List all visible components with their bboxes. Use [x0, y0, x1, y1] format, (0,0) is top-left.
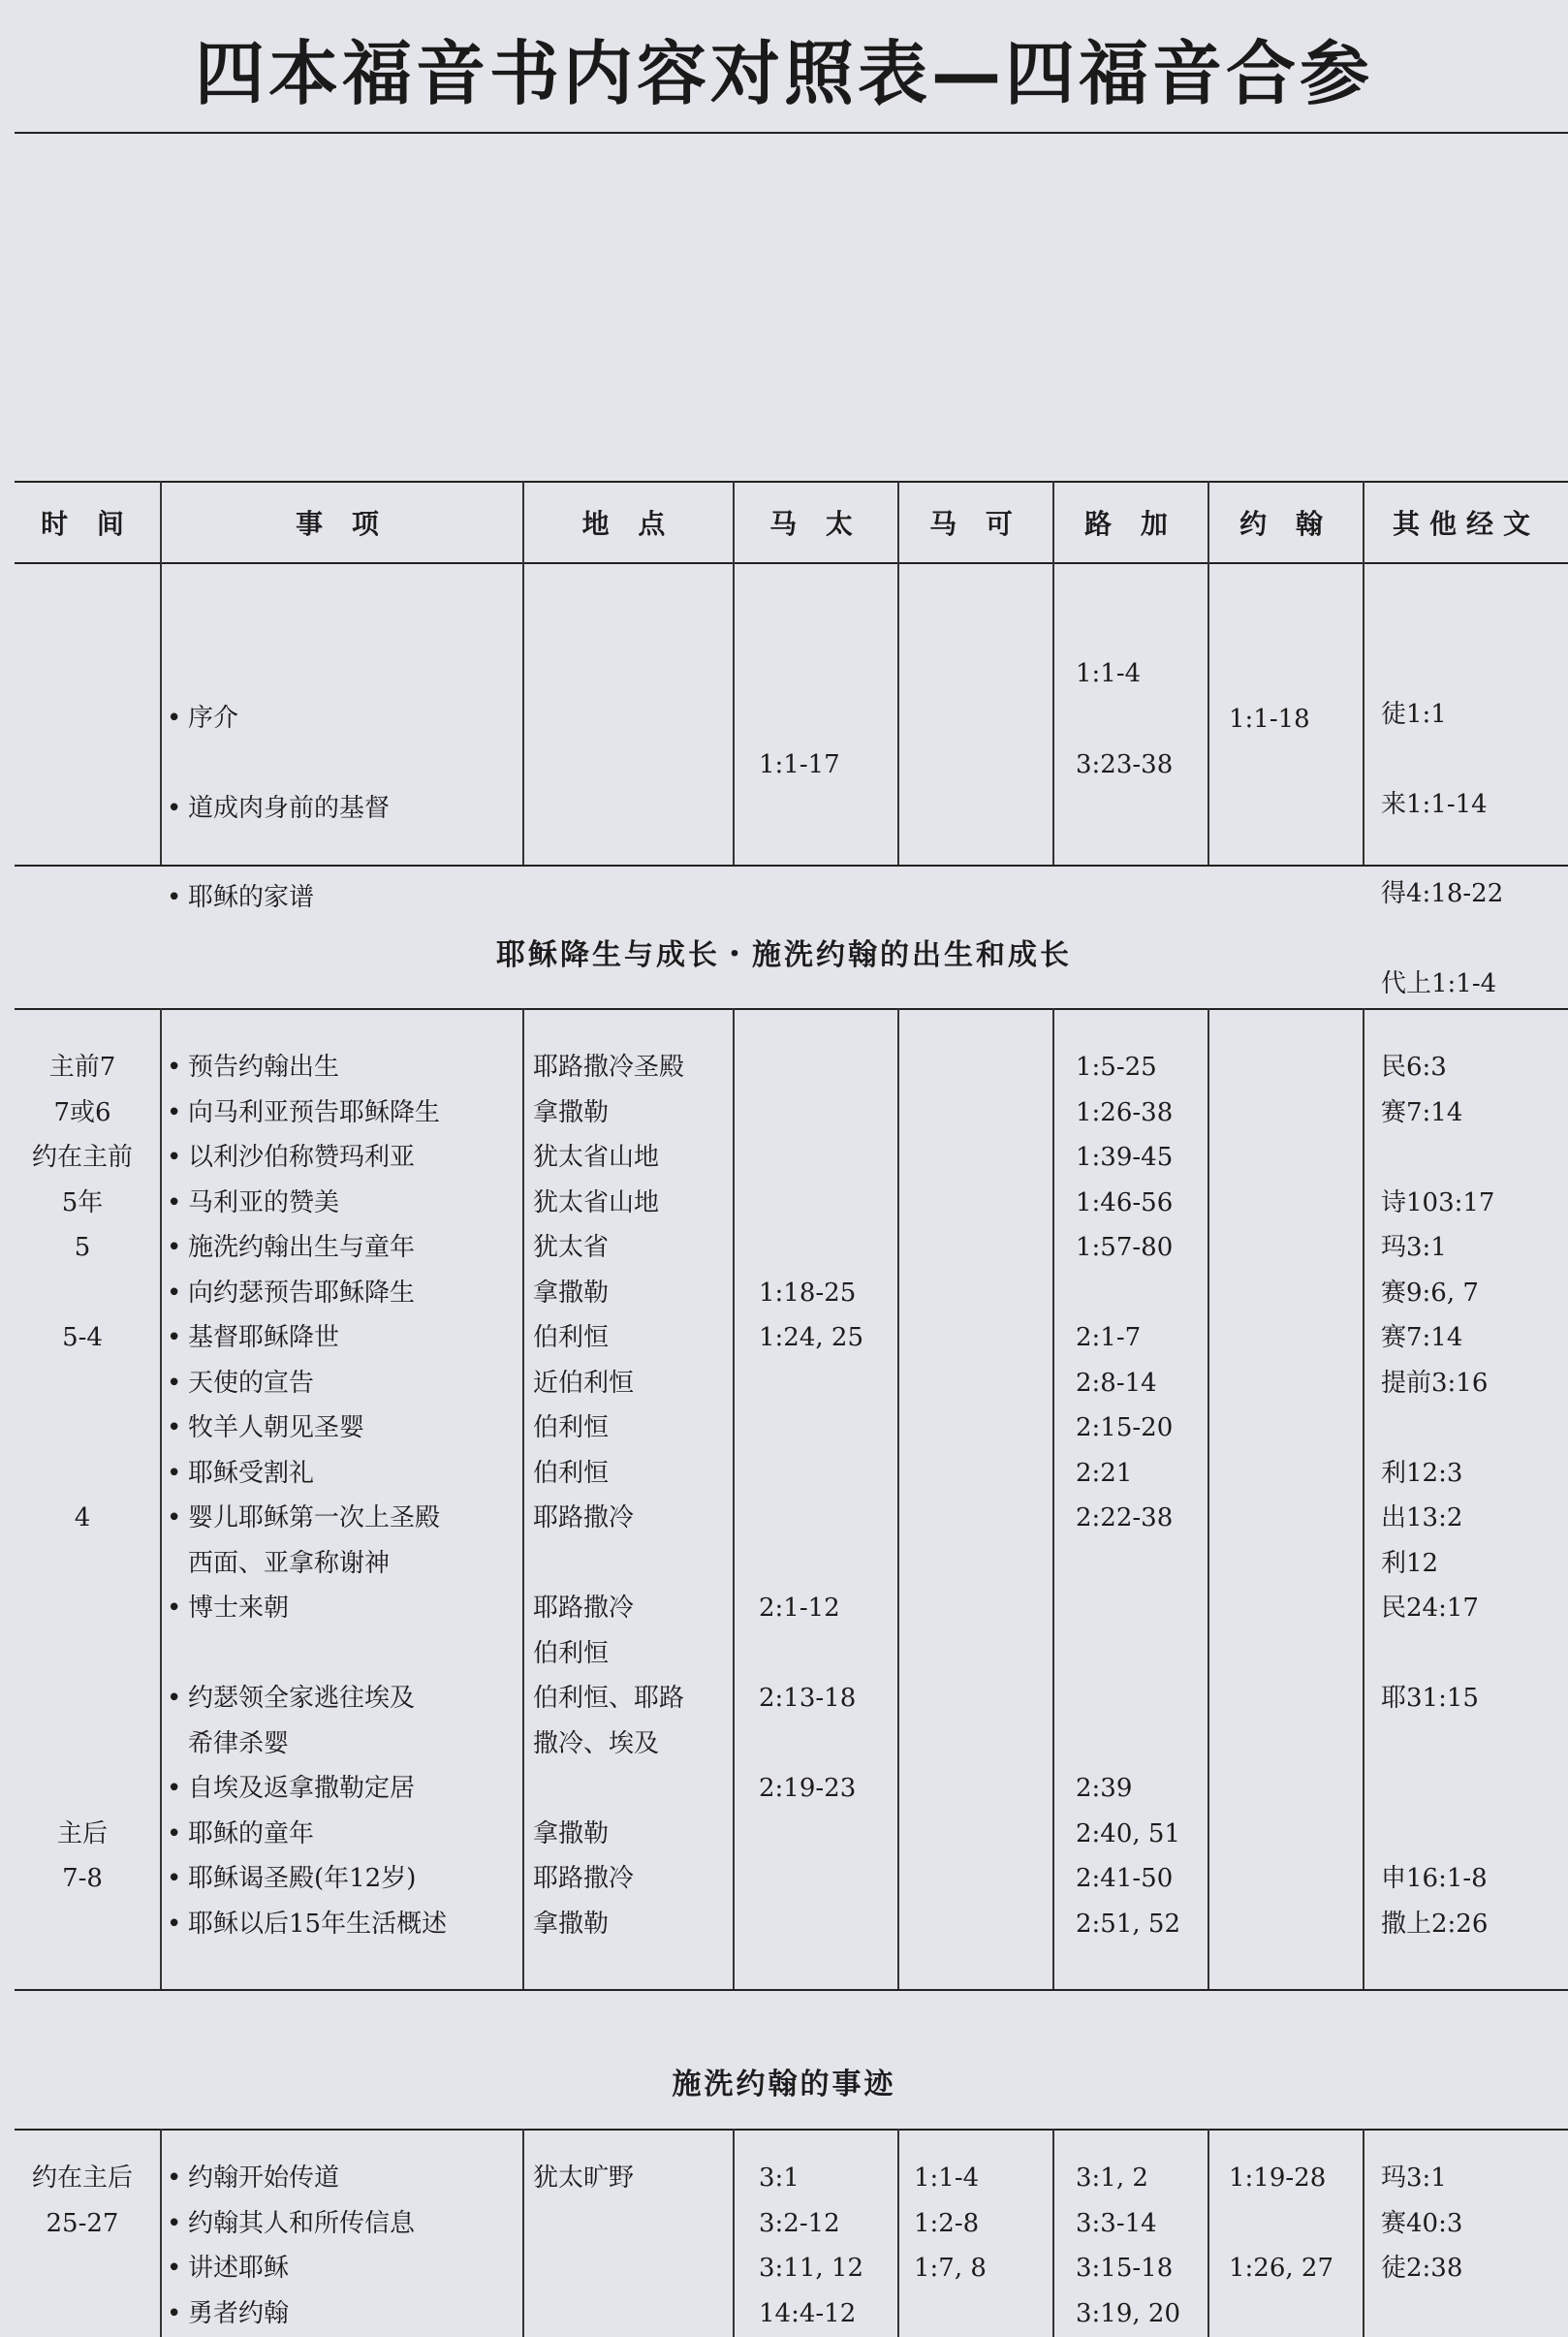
section2-top-rule [15, 1008, 1568, 1010]
section2-luke-col [1076, 1045, 1180, 1946]
place-cell: 伯利恒 [533, 1413, 610, 1442]
time-cell: 5-4 [62, 1323, 103, 1352]
other-ref: 利12 [1381, 1548, 1439, 1578]
col-divider [522, 1008, 524, 1989]
luke-ref: 2:41-50 [1076, 1864, 1174, 1893]
matthew-ref: 3:2-12 [759, 2208, 840, 2238]
time-cell [5, 1721, 160, 1767]
other-ref [1381, 2291, 1462, 2337]
other-ref [1381, 1405, 1494, 1451]
matthew-ref [759, 1405, 863, 1451]
header-event: 事 项 [296, 508, 389, 540]
luke-ref: 2:15-20 [1076, 1413, 1174, 1442]
other-ref [1381, 1766, 1494, 1812]
event-item: • 耶稣以后15年生活概述 [167, 1902, 447, 1947]
time-cell [5, 1361, 160, 1406]
section2-other-col [1381, 1045, 1494, 1946]
section3-top-rule [15, 2129, 1568, 2131]
time-cell [5, 1766, 160, 1812]
other-ref: 玛3:1 [1381, 2163, 1447, 2193]
place-cell: 拿撒勒 [533, 1909, 610, 1939]
section1-john-ref: 1:1-18 [1229, 705, 1310, 734]
header-bottom-rule [15, 562, 1568, 564]
event-item: • 施洗约翰出生与童年 [167, 1225, 447, 1271]
event-item: • 马利亚的赞美 [167, 1181, 447, 1226]
other-ref: 徒2:38 [1381, 2254, 1463, 2283]
time-cell [5, 1541, 160, 1587]
time-cell: 约在主前 [31, 1143, 133, 1172]
time-cell [5, 1631, 160, 1677]
matthew-ref [759, 1812, 863, 1857]
header-matthew: 马 太 [769, 508, 862, 540]
time-cell: 4 [74, 1503, 91, 1532]
event-item: • 耶稣的家谱 [167, 875, 390, 921]
section3-luke-col [1076, 2156, 1180, 2336]
matthew-ref: 2:19-23 [759, 1774, 857, 1803]
matthew-ref [759, 1451, 863, 1497]
col-divider [1363, 481, 1364, 865]
col-divider [160, 1008, 162, 1989]
luke-ref: 3:15-18 [1076, 2254, 1174, 2283]
col-divider [522, 2129, 524, 2337]
col-divider [733, 481, 735, 865]
other-ref: 赛7:14 [1381, 1323, 1463, 1352]
other-ref: 赛9:6, 7 [1381, 1278, 1479, 1308]
luke-ref: 3:1, 2 [1076, 2163, 1148, 2193]
section3-mark-col [914, 2156, 987, 2336]
luke-ref: 1:26-38 [1076, 1097, 1174, 1127]
header-time: 时 间 [41, 508, 134, 540]
place-cell: 犹太旷野 [533, 2163, 635, 2193]
mark-ref: 1:7, 8 [914, 2254, 987, 2283]
matthew-ref [759, 1135, 863, 1181]
section3-title: 施洗约翰的事迹 [672, 2068, 896, 2101]
section1-matthew-ref: 1:1-17 [759, 750, 840, 779]
place-cell: 拿撒勒 [533, 1818, 610, 1848]
place-cell: 伯利恒 [533, 1458, 610, 1488]
col-divider [1363, 2129, 1364, 2337]
place-cell [533, 1766, 684, 1812]
mark-ref [914, 2291, 987, 2337]
col-divider [733, 1008, 735, 1989]
luke-ref: 1:39-45 [1076, 1143, 1174, 1172]
event-item: • 基督耶稣降世 [167, 1315, 447, 1361]
section2-event-col [167, 1045, 447, 1946]
header-luke: 路 加 [1084, 508, 1177, 540]
other-ref: 来1:1-14 [1381, 789, 1488, 819]
event-item: • 约瑟领全家逃往埃及 [167, 1676, 447, 1721]
section1-luke-ref: 3:23-38 [1076, 750, 1174, 779]
mark-ref: 1:2-8 [914, 2208, 980, 2238]
section1-events [167, 651, 390, 965]
other-ref [1381, 1812, 1494, 1857]
matthew-ref: 3:1 [759, 2163, 800, 2193]
place-cell: 伯利恒 [533, 1638, 610, 1668]
col-divider [1207, 2129, 1209, 2337]
event-item: • 约翰其人和所传信息 [167, 2201, 415, 2247]
event-item: • 向约瑟预告耶稣降生 [167, 1271, 447, 1316]
other-ref: 申16:1-8 [1381, 1864, 1488, 1893]
col-divider [1207, 481, 1209, 865]
col-divider [897, 481, 899, 865]
time-cell: 25-27 [46, 2208, 119, 2238]
section3-other-col [1381, 2156, 1462, 2336]
place-cell [533, 1541, 684, 1587]
other-ref: 赛7:14 [1381, 1097, 1463, 1127]
luke-ref: 3:19, 20 [1076, 2298, 1180, 2328]
matthew-ref [759, 1541, 863, 1587]
matthew-ref: 2:13-18 [759, 1684, 857, 1713]
luke-ref: 2:1-7 [1076, 1323, 1142, 1352]
place-cell: 撒冷、埃及 [533, 1728, 660, 1758]
event-item: • 婴儿耶稣第一次上圣殿 [167, 1496, 447, 1541]
time-cell: 5年 [61, 1187, 104, 1217]
section3-time-col [5, 2156, 160, 2336]
time-cell: 主前7 [48, 1053, 116, 1082]
luke-ref [1076, 1541, 1180, 1587]
page-title: 四本福音书内容对照表—四福音合参 [194, 33, 1373, 114]
time-cell [5, 1271, 160, 1316]
place-cell: 犹太省山地 [533, 1187, 660, 1217]
col-divider [1363, 1008, 1364, 1989]
luke-ref [1076, 1721, 1180, 1767]
other-ref [1381, 1631, 1494, 1677]
event-item: • 天使的宣告 [167, 1361, 447, 1406]
time-cell: 约在主后 [31, 2163, 133, 2193]
event-item: • 向马利亚预告耶稣降生 [167, 1090, 447, 1136]
other-ref: 徒1:1 [1381, 700, 1447, 729]
luke-ref [1076, 1586, 1180, 1631]
luke-ref: 2:21 [1076, 1458, 1133, 1488]
event-item [167, 1631, 447, 1677]
time-cell: 5 [74, 1233, 91, 1262]
section2-bottom-rule [15, 1989, 1568, 1991]
time-cell [5, 1405, 160, 1451]
other-ref: 得4:18-22 [1381, 879, 1504, 908]
event-item: • 预告约翰出生 [167, 1045, 447, 1090]
event-item: • 耶稣受割礼 [167, 1451, 447, 1497]
time-cell [5, 2291, 160, 2337]
matthew-ref [759, 1090, 863, 1136]
event-item: • 讲述耶稣 [167, 2246, 415, 2291]
matthew-ref [759, 1045, 863, 1090]
matthew-ref: 2:1-12 [759, 1594, 840, 1623]
place-cell: 拿撒勒 [533, 1278, 610, 1308]
place-cell: 近伯利恒 [533, 1368, 635, 1398]
place-cell [533, 2246, 634, 2291]
event-item: • 勇者约翰 [167, 2291, 415, 2337]
col-divider [1207, 1008, 1209, 1989]
john-ref [1229, 2291, 1333, 2337]
matthew-ref [759, 1631, 863, 1677]
col-divider [897, 1008, 899, 1989]
place-cell: 拿撒勒 [533, 1097, 610, 1127]
matthew-ref [759, 1181, 863, 1226]
event-item: • 自埃及返拿撒勒定居 [167, 1766, 447, 1812]
luke-ref: 2:40, 51 [1076, 1818, 1180, 1848]
event-item: • 以利沙伯称赞玛利亚 [167, 1135, 447, 1181]
other-ref: 诗103:17 [1381, 1187, 1495, 1217]
matthew-ref: 3:11, 12 [759, 2254, 863, 2283]
section2-matthew-col [759, 1045, 863, 1946]
john-ref: 1:26, 27 [1229, 2254, 1333, 2283]
other-ref [1381, 1721, 1494, 1767]
event-item: 西面、亚拿称谢神 [188, 1548, 391, 1578]
place-cell [533, 2291, 634, 2337]
other-ref: 代上1:1-4 [1381, 968, 1497, 998]
other-ref: 利12:3 [1381, 1458, 1463, 1488]
luke-ref: 3:3-14 [1076, 2208, 1157, 2238]
other-ref: 耶31:15 [1381, 1684, 1479, 1713]
col-divider [160, 2129, 162, 2337]
matthew-ref: 1:18-25 [759, 1278, 857, 1308]
section3-john-col [1229, 2156, 1333, 2336]
matthew-ref [759, 1721, 863, 1767]
matthew-ref [759, 1225, 863, 1271]
luke-ref: 1:57-80 [1076, 1233, 1174, 1262]
other-ref: 玛3:1 [1381, 1233, 1447, 1262]
place-cell: 伯利恒、耶路 [533, 1684, 685, 1713]
place-cell: 耶路撒冷 [533, 1503, 635, 1532]
other-ref: 赛40:3 [1381, 2208, 1463, 2238]
place-cell: 耶路撒冷 [533, 1864, 635, 1893]
time-cell: 7或6 [53, 1097, 111, 1127]
other-ref: 出13:2 [1381, 1503, 1463, 1532]
other-ref [1381, 1135, 1494, 1181]
place-cell: 伯利恒 [533, 1323, 610, 1352]
col-divider [733, 2129, 735, 2337]
event-item: • 耶稣的童年 [167, 1812, 447, 1857]
event-item: • 序介 [167, 696, 390, 742]
section1-luke-ref: 1:1-4 [1076, 659, 1142, 688]
place-cell: 耶路撒冷 [533, 1594, 635, 1623]
event-item: • 约翰开始传道 [167, 2156, 415, 2201]
matthew-ref [759, 1496, 863, 1541]
other-ref: 撒上2:26 [1381, 1909, 1489, 1939]
luke-ref [1076, 1631, 1180, 1677]
event-item: • 博士来朝 [167, 1586, 447, 1631]
luke-ref: 2:51, 52 [1076, 1909, 1180, 1939]
place-cell [533, 2201, 634, 2247]
time-cell: 主后 [56, 1818, 108, 1848]
other-ref: 民6:3 [1381, 1053, 1447, 1082]
time-cell [5, 1676, 160, 1721]
section2-time-col [5, 1045, 160, 1946]
header-other: 其他经文 [1392, 508, 1540, 540]
place-cell: 犹太省 [533, 1233, 610, 1262]
col-divider [522, 481, 524, 865]
matthew-ref [759, 1856, 863, 1902]
time-cell [5, 1586, 160, 1631]
event-item: 希律杀婴 [188, 1728, 290, 1758]
matthew-ref: 14:4-12 [759, 2298, 857, 2328]
col-divider [897, 2129, 899, 2337]
col-divider [1052, 481, 1054, 865]
place-cell: 犹太省山地 [533, 1143, 660, 1172]
luke-ref [1076, 1271, 1180, 1316]
place-cell: 耶路撒冷圣殿 [533, 1053, 685, 1082]
header-john: 约 翰 [1239, 508, 1333, 540]
luke-ref: 1:5-25 [1076, 1053, 1157, 1082]
matthew-ref: 1:24, 25 [759, 1323, 863, 1352]
event-item: • 牧羊人朝见圣婴 [167, 1405, 447, 1451]
luke-ref: 2:22-38 [1076, 1503, 1174, 1532]
section3-event-col [167, 2156, 415, 2336]
time-cell [5, 1451, 160, 1497]
other-ref: 民24:17 [1381, 1594, 1479, 1623]
event-item: • 耶稣谒圣殿(年12岁) [167, 1856, 447, 1902]
luke-ref: 1:46-56 [1076, 1187, 1174, 1217]
luke-ref [1076, 1676, 1180, 1721]
time-cell: 7-8 [62, 1864, 103, 1893]
title-rule [15, 132, 1568, 134]
john-ref [1229, 2201, 1333, 2247]
john-ref: 1:19-28 [1229, 2163, 1327, 2193]
section2-place-col [533, 1045, 684, 1946]
header-mark: 马 可 [929, 508, 1022, 540]
matthew-ref [759, 1361, 863, 1406]
col-divider [1052, 2129, 1054, 2337]
section3-matthew-col [759, 2156, 863, 2336]
col-divider [160, 481, 162, 865]
section1-other-refs [1381, 647, 1503, 1051]
event-item: • 道成肉身前的基督 [167, 786, 390, 832]
luke-ref: 2:8-14 [1076, 1368, 1157, 1398]
luke-ref: 2:39 [1076, 1774, 1133, 1803]
section3-place-col [533, 2156, 634, 2336]
time-cell [5, 2246, 160, 2291]
section2-title: 耶稣降生与成长・施洗约翰的出生和成长 [496, 938, 1072, 972]
other-ref: 提前3:16 [1381, 1368, 1489, 1398]
time-cell [5, 1902, 160, 1947]
matthew-ref [759, 1902, 863, 1947]
header-place: 地 点 [581, 508, 675, 540]
col-divider [1052, 1008, 1054, 1989]
mark-ref: 1:1-4 [914, 2163, 980, 2193]
